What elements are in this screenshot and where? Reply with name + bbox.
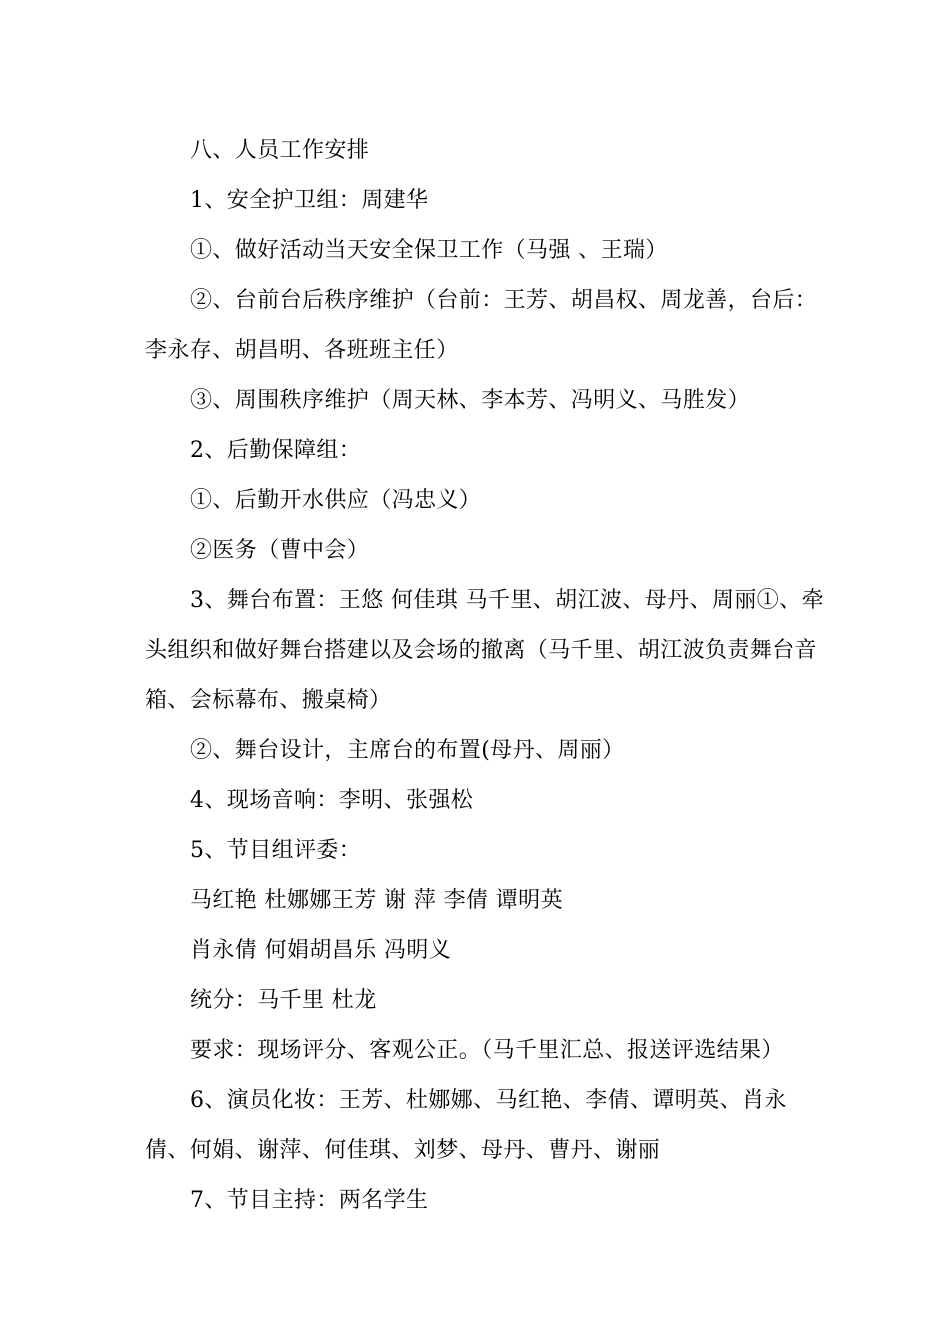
paragraph-security-task-3: ③、周围秩序维护（周天林、李本芳、冯明义、马胜发）	[190, 388, 751, 413]
paragraph-security-task-1: ①、做好活动当天安全保卫工作（马强 、王瑞）	[190, 238, 668, 263]
paragraph-sound: 4、现场音响：李明、张强松	[190, 788, 474, 813]
paragraph-scoring: 统分：马千里 杜龙	[190, 988, 377, 1013]
document-body	[145, 126, 825, 1226]
paragraph-stage-design: ②、舞台设计，主席台的布置(母丹、周丽）	[190, 738, 625, 763]
paragraph-judges-line-2: 肖永倩 何娟胡昌乐 冯明义	[190, 938, 452, 963]
paragraph-hosts: 7、节目主持：两名学生	[190, 1188, 429, 1213]
section-heading: 八、人员工作安排	[190, 138, 370, 163]
paragraph-security-group: 1、安全护卫组：周建华	[190, 188, 429, 213]
paragraph-security-task-2: ②、台前台后秩序维护（台前：王芳、胡昌权、周龙善，台后：李永存、胡昌明、各班班主任）	[145, 288, 818, 363]
paragraph-logistics-task-1: ①、后勤开水供应（冯忠义）	[190, 488, 482, 513]
paragraph-makeup: 6、演员化妆：王芳、杜娜娜、马红艳、李倩、谭明英、肖永倩、何娟、谢萍、何佳琪、刘梦、母丹、曹丹、谢丽	[145, 1088, 787, 1163]
paragraph-judges-line-1: 马红艳 杜娜娜王芳 谢 萍 李倩 谭明英	[190, 888, 563, 913]
paragraph-judges-heading: 5、节目组评委：	[190, 838, 362, 863]
paragraph-requirements: 要求：现场评分、客观公正。（马千里汇总、报送评选结果）	[190, 1038, 784, 1063]
paragraph-stage-setup: 3、舞台布置：王悠 何佳琪 马千里、胡江波、母丹、周丽①、牵头组织和做好舞台搭建以及会场的撤离（马千里、胡江波负责舞台音箱、会标幕布、搬桌椅）	[145, 588, 824, 713]
paragraph-logistics-group: 2、后勤保障组：	[190, 438, 362, 463]
paragraph-logistics-task-2: ②医务（曹中会）	[190, 538, 370, 563]
